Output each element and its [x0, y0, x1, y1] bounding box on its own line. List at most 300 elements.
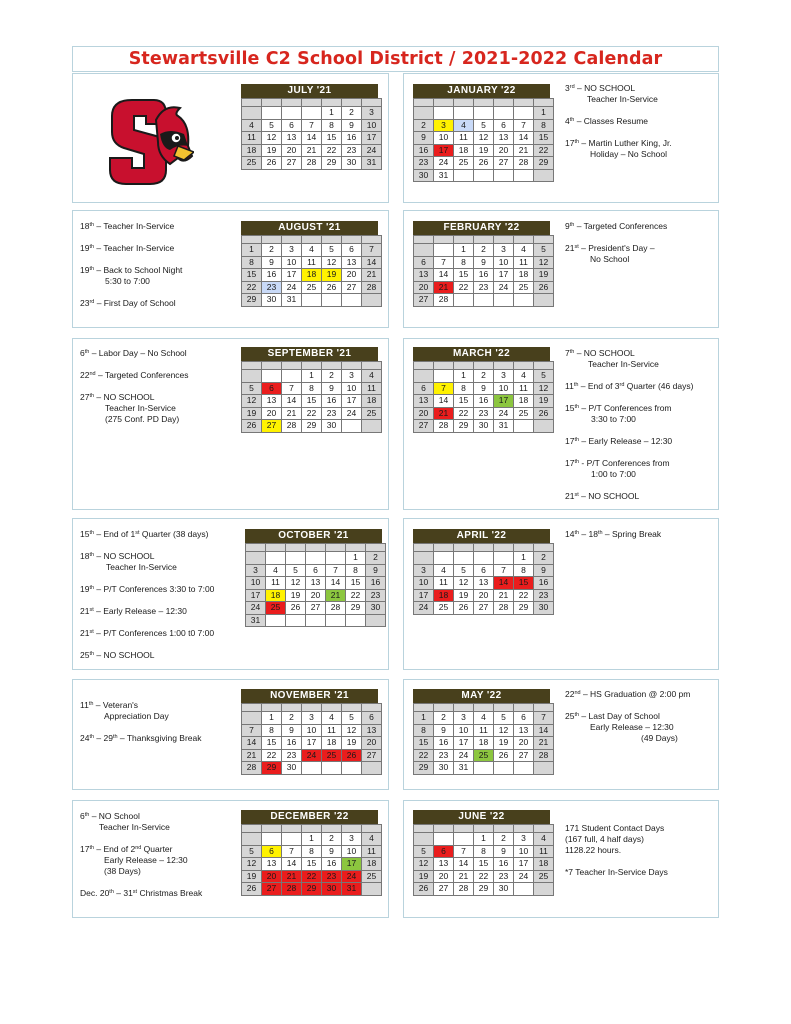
day-cell: 1 [346, 552, 366, 565]
empty-day-cell [322, 294, 342, 307]
week-row [242, 244, 382, 257]
month-september [241, 347, 378, 433]
day-cell: 19 [262, 144, 282, 157]
empty-day-cell [326, 552, 346, 565]
day-cell: 12 [494, 724, 514, 737]
week-row [414, 107, 554, 120]
weekday-header-cell [242, 362, 262, 370]
day-cell: 16 [534, 577, 554, 590]
empty-day-cell [534, 294, 554, 307]
day-cell: 27 [282, 157, 302, 170]
day-cell: 7 [242, 724, 262, 737]
week-row [414, 883, 554, 896]
day-cell: 9 [474, 256, 494, 269]
day-cell: 22 [262, 749, 282, 762]
day-cell: 5 [534, 370, 554, 383]
notes-november [80, 700, 202, 744]
notes-december [80, 811, 202, 899]
day-cell: 6 [414, 382, 434, 395]
weekday-header-cell [366, 544, 386, 552]
note-item: 19th – P/T Conferences 3:30 to 7:00 [80, 584, 215, 594]
empty-day-cell [494, 762, 514, 775]
day-cell: 8 [262, 724, 282, 737]
day-cell: 1 [454, 244, 474, 257]
day-cell: 19 [534, 269, 554, 282]
month-grid [241, 235, 382, 307]
week-row [246, 614, 386, 627]
week-row [246, 564, 386, 577]
weekday-header-cell [362, 99, 382, 107]
day-cell: 2 [474, 370, 494, 383]
day-cell: 9 [414, 132, 434, 145]
weekday-header-cell [346, 544, 366, 552]
notes-september [80, 348, 189, 425]
day-cell: 4 [534, 833, 554, 846]
empty-day-cell [262, 107, 282, 120]
day-cell: 14 [326, 577, 346, 590]
day-cell: 25 [322, 749, 342, 762]
weekday-header-cell [534, 362, 554, 370]
week-row [414, 762, 554, 775]
day-cell: 25 [266, 602, 286, 615]
day-cell: 21 [434, 407, 454, 420]
day-cell: 20 [414, 407, 434, 420]
empty-day-cell [326, 614, 346, 627]
week-row [242, 157, 382, 170]
day-cell: 26 [242, 883, 262, 896]
notes-march [565, 348, 693, 502]
day-cell: 3 [454, 712, 474, 725]
week-row [246, 602, 386, 615]
day-cell: 13 [414, 269, 434, 282]
day-cell: 17 [434, 144, 454, 157]
day-cell: 4 [266, 564, 286, 577]
week-row [242, 382, 382, 395]
day-cell: 26 [262, 157, 282, 170]
day-cell: 28 [494, 602, 514, 615]
empty-day-cell [262, 370, 282, 383]
day-cell: 3 [414, 564, 434, 577]
day-cell: 21 [514, 144, 534, 157]
day-cell: 30 [322, 420, 342, 433]
day-cell: 16 [322, 858, 342, 871]
day-cell: 1 [414, 712, 434, 725]
month-grid [413, 235, 554, 307]
day-cell: 4 [242, 119, 262, 132]
notes-june [565, 823, 668, 878]
empty-day-cell [282, 370, 302, 383]
empty-day-cell [494, 169, 514, 182]
day-cell: 4 [302, 244, 322, 257]
day-cell: 22 [454, 281, 474, 294]
summary-hours: 1128.22 hours. [565, 845, 622, 855]
empty-day-cell [414, 370, 434, 383]
day-cell: 6 [434, 845, 454, 858]
weekday-header-cell [434, 236, 454, 244]
day-cell: 1 [454, 370, 474, 383]
day-cell: 15 [322, 132, 342, 145]
day-cell: 12 [454, 577, 474, 590]
day-cell: 14 [282, 858, 302, 871]
week-row [414, 749, 554, 762]
day-cell: 27 [514, 749, 534, 762]
empty-day-cell [434, 552, 454, 565]
note-item: 11th – End of 3rd Quarter (46 days) [565, 381, 694, 391]
day-cell: 4 [362, 833, 382, 846]
weekday-header-cell [242, 825, 262, 833]
day-cell: 14 [302, 132, 322, 145]
day-cell: 30 [434, 762, 454, 775]
month-june [413, 810, 550, 896]
day-cell: 16 [322, 395, 342, 408]
empty-day-cell [494, 294, 514, 307]
day-cell: 1 [302, 833, 322, 846]
weekday-header-cell [342, 236, 362, 244]
week-row [414, 712, 554, 725]
weekday-header-cell [474, 99, 494, 107]
day-cell: 6 [262, 845, 282, 858]
month-grid [413, 824, 554, 896]
day-cell: 24 [362, 144, 382, 157]
day-cell: 5 [286, 564, 306, 577]
notes-may [565, 689, 690, 744]
day-cell: 23 [366, 589, 386, 602]
day-cell: 21 [454, 870, 474, 883]
day-cell: 15 [262, 737, 282, 750]
day-cell: 6 [414, 256, 434, 269]
day-cell: 16 [494, 858, 514, 871]
day-cell: 17 [342, 395, 362, 408]
weekday-header-cell [242, 99, 262, 107]
month-title: SEPTEMBER '21 [241, 347, 378, 361]
day-cell: 31 [282, 294, 302, 307]
empty-day-cell [302, 294, 322, 307]
week-row [242, 107, 382, 120]
month-title: FEBRUARY '22 [413, 221, 550, 235]
day-cell: 26 [342, 749, 362, 762]
note-item: 17th – Early Release – 12:30 [565, 436, 673, 446]
note-item: 27th – NO SCHOOL Teacher In-Service (275 Conf. PD Day) [80, 392, 180, 424]
week-row [414, 577, 554, 590]
week-row [242, 870, 382, 883]
week-row [242, 858, 382, 871]
day-cell: 19 [242, 870, 262, 883]
weekday-header-cell [322, 362, 342, 370]
day-cell: 15 [514, 577, 534, 590]
note-item: 25th – Last Day of School Early Release – 12:30 (49 Days) [565, 711, 678, 743]
empty-day-cell [414, 107, 434, 120]
day-cell: 24 [302, 749, 322, 762]
day-cell: 19 [494, 737, 514, 750]
note-item: 21st – Early Release – 12:30 [80, 606, 187, 616]
day-cell: 6 [262, 382, 282, 395]
day-cell: 3 [302, 712, 322, 725]
day-cell: 11 [474, 724, 494, 737]
day-cell: 2 [366, 552, 386, 565]
day-cell: 30 [474, 420, 494, 433]
day-cell: 28 [362, 281, 382, 294]
day-cell: 31 [454, 762, 474, 775]
day-cell: 29 [302, 420, 322, 433]
weekday-header-cell [434, 362, 454, 370]
empty-day-cell [434, 370, 454, 383]
month-march [413, 347, 550, 433]
day-cell: 11 [242, 132, 262, 145]
day-cell: 16 [262, 269, 282, 282]
day-cell: 30 [366, 602, 386, 615]
day-cell: 27 [306, 602, 326, 615]
day-cell: 22 [514, 589, 534, 602]
day-cell: 5 [414, 845, 434, 858]
day-cell: 30 [534, 602, 554, 615]
day-cell: 15 [346, 577, 366, 590]
weekday-header-cell [474, 704, 494, 712]
empty-day-cell [434, 244, 454, 257]
note-item: 21st – President's Day – No School [565, 243, 655, 264]
day-cell: 1 [262, 712, 282, 725]
week-row [414, 602, 554, 615]
day-cell: 20 [306, 589, 326, 602]
month-october [245, 529, 382, 627]
day-cell: 13 [474, 577, 494, 590]
day-cell: 14 [454, 858, 474, 871]
weekday-header-cell [322, 236, 342, 244]
day-cell: 6 [282, 119, 302, 132]
day-cell: 18 [454, 144, 474, 157]
empty-day-cell [362, 883, 382, 896]
day-cell: 27 [342, 281, 362, 294]
empty-day-cell [414, 244, 434, 257]
weekday-header-cell [534, 236, 554, 244]
weekday-header-cell [322, 825, 342, 833]
weekday-header-cell [282, 704, 302, 712]
day-cell: 23 [494, 870, 514, 883]
day-cell: 7 [534, 712, 554, 725]
empty-day-cell [474, 107, 494, 120]
day-cell: 29 [414, 762, 434, 775]
day-cell: 7 [282, 382, 302, 395]
day-cell: 27 [414, 294, 434, 307]
day-cell: 30 [282, 762, 302, 775]
day-cell: 29 [346, 602, 366, 615]
day-cell: 2 [342, 107, 362, 120]
note-item: 18th – NO SCHOOL Teacher In-Service [80, 551, 177, 572]
weekday-header-cell [474, 544, 494, 552]
day-cell: 31 [246, 614, 266, 627]
day-cell: 25 [242, 157, 262, 170]
day-cell: 25 [514, 281, 534, 294]
day-cell: 24 [414, 602, 434, 615]
day-cell: 23 [474, 407, 494, 420]
day-cell: 4 [514, 370, 534, 383]
note-item: 17th – Martin Luther King, Jr. Holiday – No School [565, 138, 672, 159]
day-cell: 9 [282, 724, 302, 737]
day-cell: 26 [474, 157, 494, 170]
week-row [414, 256, 554, 269]
day-cell: 18 [474, 737, 494, 750]
day-cell: 6 [342, 244, 362, 257]
weekday-header-cell [534, 825, 554, 833]
day-cell: 26 [322, 281, 342, 294]
day-cell: 12 [286, 577, 306, 590]
weekday-header-cell [474, 236, 494, 244]
day-cell: 16 [474, 269, 494, 282]
day-cell: 15 [454, 395, 474, 408]
day-cell: 16 [342, 132, 362, 145]
day-cell: 26 [534, 407, 554, 420]
day-cell: 10 [494, 256, 514, 269]
day-cell: 18 [362, 858, 382, 871]
week-row [414, 589, 554, 602]
month-title: NOVEMBER '21 [241, 689, 378, 703]
day-cell: 29 [514, 602, 534, 615]
day-cell: 11 [514, 382, 534, 395]
week-row [242, 833, 382, 846]
day-cell: 1 [322, 107, 342, 120]
weekday-header-cell [262, 99, 282, 107]
day-cell: 19 [414, 870, 434, 883]
weekday-header-cell [494, 99, 514, 107]
day-cell: 17 [302, 737, 322, 750]
day-cell: 31 [362, 157, 382, 170]
week-row [414, 737, 554, 750]
day-cell: 27 [434, 883, 454, 896]
week-row [242, 724, 382, 737]
day-cell: 28 [282, 420, 302, 433]
month-december [241, 810, 378, 896]
day-cell: 9 [434, 724, 454, 737]
month-february [413, 221, 550, 307]
weekday-header-cell [454, 362, 474, 370]
day-cell: 17 [362, 132, 382, 145]
empty-day-cell [474, 294, 494, 307]
weekday-header-cell [434, 704, 454, 712]
month-grid [241, 824, 382, 896]
day-cell: 3 [246, 564, 266, 577]
empty-day-cell [266, 552, 286, 565]
day-cell: 6 [362, 712, 382, 725]
day-cell: 16 [474, 395, 494, 408]
day-cell: 16 [282, 737, 302, 750]
day-cell: 24 [494, 281, 514, 294]
note-item: 15th – P/T Conferences from 3:30 to 7:00 [565, 403, 672, 424]
day-cell: 21 [282, 870, 302, 883]
weekday-header-cell [414, 99, 434, 107]
weekday-header-cell [302, 362, 322, 370]
day-cell: 16 [434, 737, 454, 750]
day-cell: 24 [246, 602, 266, 615]
empty-day-cell [474, 169, 494, 182]
day-cell: 5 [494, 712, 514, 725]
day-cell: 23 [534, 589, 554, 602]
note-item: Dec. 20th – 31st Christmas Break [80, 888, 203, 898]
weekday-header-cell [286, 544, 306, 552]
week-row [414, 244, 554, 257]
weekday-header-cell [322, 99, 342, 107]
weekday-header-cell [342, 704, 362, 712]
day-cell: 17 [246, 589, 266, 602]
day-cell: 28 [534, 749, 554, 762]
day-cell: 9 [322, 382, 342, 395]
day-cell: 25 [362, 870, 382, 883]
day-cell: 23 [474, 281, 494, 294]
day-cell: 24 [342, 407, 362, 420]
week-row [242, 749, 382, 762]
month-grid [413, 98, 554, 182]
day-cell: 12 [242, 395, 262, 408]
day-cell: 2 [322, 370, 342, 383]
day-cell: 11 [266, 577, 286, 590]
day-cell: 12 [534, 382, 554, 395]
week-row [242, 269, 382, 282]
day-cell: 10 [282, 256, 302, 269]
day-cell: 30 [322, 883, 342, 896]
day-cell: 26 [414, 883, 434, 896]
day-cell: 30 [342, 157, 362, 170]
day-cell: 10 [342, 382, 362, 395]
day-cell: 29 [322, 157, 342, 170]
day-cell: 14 [434, 395, 454, 408]
day-cell: 29 [242, 294, 262, 307]
empty-day-cell [302, 762, 322, 775]
notes-october [80, 529, 214, 661]
weekday-header-cell [514, 544, 534, 552]
empty-day-cell [242, 712, 262, 725]
day-cell: 30 [414, 169, 434, 182]
day-cell: 6 [474, 564, 494, 577]
week-row [242, 370, 382, 383]
weekday-header-cell [454, 99, 474, 107]
weekday-header-cell [362, 704, 382, 712]
cardinal-mascot-icon [104, 94, 194, 190]
day-cell: 22 [322, 144, 342, 157]
day-cell: 10 [414, 577, 434, 590]
empty-day-cell [454, 552, 474, 565]
day-cell: 17 [494, 395, 514, 408]
day-cell: 8 [242, 256, 262, 269]
weekday-header-cell [282, 362, 302, 370]
day-cell: 4 [322, 712, 342, 725]
day-cell: 25 [302, 281, 322, 294]
day-cell: 18 [514, 395, 534, 408]
day-cell: 2 [322, 833, 342, 846]
day-cell: 24 [494, 407, 514, 420]
day-cell: 7 [302, 119, 322, 132]
weekday-header-cell [514, 704, 534, 712]
day-cell: 30 [262, 294, 282, 307]
week-row [242, 762, 382, 775]
empty-day-cell [434, 107, 454, 120]
empty-day-cell [514, 294, 534, 307]
day-cell: 22 [414, 749, 434, 762]
empty-day-cell [514, 107, 534, 120]
day-cell: 26 [286, 602, 306, 615]
day-cell: 27 [362, 749, 382, 762]
notes-august [80, 221, 182, 309]
empty-day-cell [454, 169, 474, 182]
day-cell: 21 [434, 281, 454, 294]
week-row [246, 552, 386, 565]
note-item: 9th – Targeted Conferences [565, 221, 668, 231]
day-cell: 11 [362, 382, 382, 395]
day-cell: 21 [362, 269, 382, 282]
week-row [414, 169, 554, 182]
day-cell: 27 [262, 420, 282, 433]
day-cell: 9 [322, 845, 342, 858]
day-cell: 28 [282, 883, 302, 896]
day-cell: 29 [474, 883, 494, 896]
day-cell: 3 [494, 244, 514, 257]
